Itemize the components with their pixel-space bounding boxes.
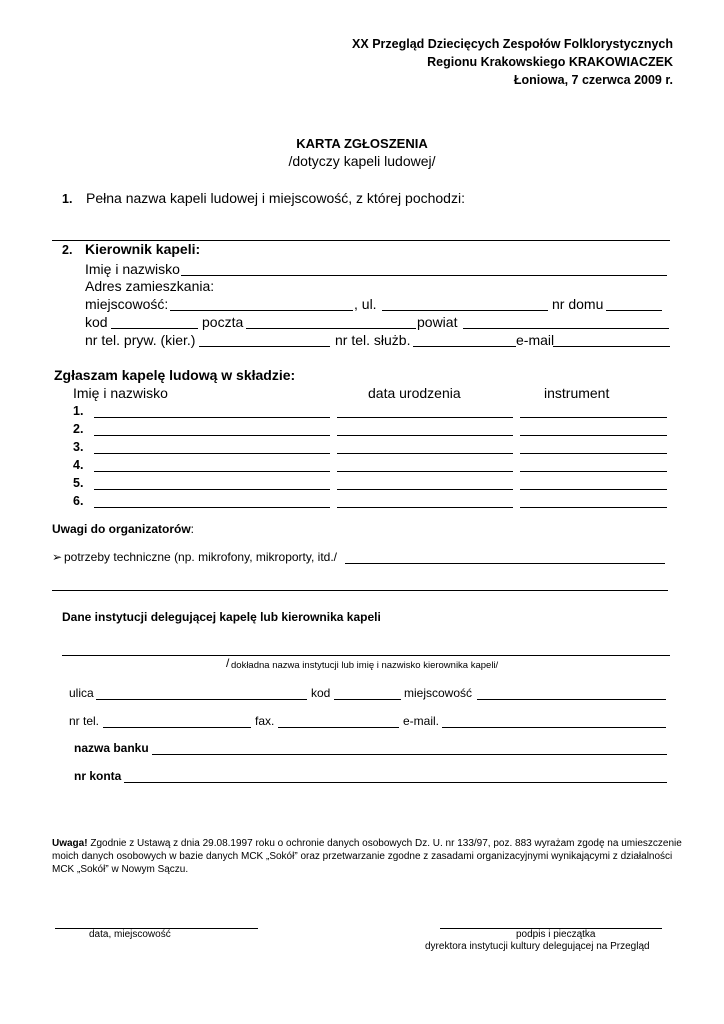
leader-name-label: Imię i nazwisko [85, 261, 180, 277]
section-1-label: Pełna nazwa kapeli ludowej i miejscowość, z której pochodzi: [86, 190, 465, 206]
col-name-header: Imię i nazwisko [73, 385, 168, 401]
account-number-label: nr konta [74, 769, 122, 783]
inst-town-label: miejscowość [404, 686, 473, 700]
col-instrument-header: instrument [544, 385, 610, 401]
notice-line-2: moich danych osobowych w bazie danych MCK „Sokół” oraz przetwarzanie zgodne z zasadami organizacyjnymi wynikającymi z działalności [52, 851, 673, 862]
institution-caption: dokładna nazwa instytucji lub imię i nazwisko kierownika kapeli/ [231, 660, 499, 671]
post-label: poczta [202, 314, 244, 330]
header-line-2: Regionu Krakowskiego KRAKOWIACZEK [427, 55, 673, 69]
col-birth-header: data urodzenia [368, 385, 461, 401]
county-label: powiat [417, 314, 458, 330]
section-2-heading: Kierownik kapeli: [85, 241, 201, 257]
member-instrument-field[interactable] [520, 417, 667, 418]
bullet-arrow-icon: ➢ [52, 550, 63, 564]
date-place-label: data, miejscowość [89, 929, 171, 940]
leader-name-field[interactable] [181, 275, 667, 276]
member-name-field[interactable] [94, 507, 330, 508]
phone-private-label: nr tel. pryw. (kier.) [85, 332, 196, 348]
account-number-field[interactable] [124, 782, 667, 783]
notice-text-1: Zgodnie z Ustawą z dnia 29.08.1997 roku o ochronie danych osobowych Dz. U. nr 133/97, poz. 883 wyrażam zgodę na umieszczenie [87, 838, 682, 849]
phone-work-field[interactable] [413, 346, 516, 347]
remarks-heading-wrap [52, 522, 194, 536]
section-1-number: 1. [62, 192, 73, 206]
street-label: , ul. [354, 296, 377, 312]
house-label: nr domu [552, 296, 604, 312]
bank-name-label: nazwa banku [74, 741, 149, 755]
remarks-heading: Uwagi do organizatorów [52, 522, 191, 536]
member-row-number: 1. [73, 404, 84, 418]
address-label: Adres zamieszkania: [85, 278, 215, 294]
technical-needs-field[interactable] [345, 563, 665, 564]
inst-fax-field[interactable] [278, 727, 399, 728]
county-field[interactable] [463, 328, 669, 329]
postcode-label: kod [85, 314, 108, 330]
institution-caption-slash: / [226, 656, 230, 670]
member-birth-field[interactable] [337, 417, 513, 418]
section-2-number: 2. [62, 243, 73, 257]
member-birth-field[interactable] [337, 507, 513, 508]
phone-private-field[interactable] [199, 346, 330, 347]
member-name-field[interactable] [94, 435, 330, 436]
member-birth-field[interactable] [337, 435, 513, 436]
inst-street-label: ulica [69, 686, 94, 700]
house-field[interactable] [606, 310, 662, 311]
signature-label: podpis i pieczątka [516, 929, 596, 940]
inst-street-field[interactable] [96, 699, 307, 700]
postcode-field[interactable] [111, 328, 198, 329]
town-field[interactable] [170, 310, 353, 311]
inst-phone-label: nr tel. [69, 714, 100, 728]
member-birth-field[interactable] [337, 453, 513, 454]
notice-bold: Uwaga! [52, 838, 88, 849]
form-title: KARTA ZGŁOSZENIA [296, 136, 428, 151]
member-row-number: 4. [73, 458, 84, 472]
member-instrument-field[interactable] [520, 453, 667, 454]
member-row-number: 6. [73, 494, 84, 508]
members-heading: Zgłaszam kapelę ludową w składzie: [54, 367, 296, 383]
bank-name-field[interactable] [152, 754, 667, 755]
member-name-field[interactable] [94, 417, 330, 418]
member-birth-field[interactable] [337, 489, 513, 490]
inst-email-field[interactable] [442, 727, 666, 728]
inst-postcode-field[interactable] [334, 699, 401, 700]
member-name-field[interactable] [94, 489, 330, 490]
inst-email-label: e-mail. [403, 714, 440, 728]
member-row-number: 3. [73, 440, 84, 454]
town-label: miejscowość: [85, 296, 169, 312]
member-instrument-field[interactable] [520, 489, 667, 490]
inst-fax-label: fax. [255, 714, 275, 728]
signature-sublabel: dyrektora instytucji kultury delegującej na Przegląd [425, 941, 650, 952]
member-instrument-field[interactable] [520, 507, 667, 508]
inst-town-field[interactable] [477, 699, 666, 700]
member-birth-field[interactable] [337, 471, 513, 472]
remarks-extra-field[interactable] [52, 590, 668, 591]
institution-heading: Dane instytucji delegującej kapelę lub kierownika kapeli [62, 610, 381, 624]
email-field[interactable] [553, 346, 670, 347]
technical-needs-label: potrzeby techniczne (np. mikrofony, mikroporty, itd./ [64, 550, 337, 564]
member-row-number: 5. [73, 476, 84, 490]
member-name-field[interactable] [94, 453, 330, 454]
member-row-number: 2. [73, 422, 84, 436]
post-field[interactable] [246, 328, 416, 329]
phone-work-label: nr tel. służb. [335, 332, 411, 348]
remarks-heading-colon: : [190, 522, 195, 536]
header-line-3: Łoniowa, 7 czerwca 2009 r. [513, 73, 673, 87]
inst-postcode-label: kod [311, 686, 331, 700]
header-line-1: XX Przegląd Dziecięcych Zespołów Folklorystycznych [352, 37, 673, 51]
notice-line-3: MCK „Sokół” w Nowym Sączu. [52, 864, 189, 875]
email-label: e-mail [516, 332, 555, 348]
member-instrument-field[interactable] [520, 435, 667, 436]
member-name-field[interactable] [94, 471, 330, 472]
member-instrument-field[interactable] [520, 471, 667, 472]
inst-phone-field[interactable] [103, 727, 251, 728]
form-subtitle: /dotyczy kapeli ludowej/ [288, 153, 436, 169]
institution-name-field[interactable] [62, 655, 670, 656]
street-field[interactable] [382, 310, 548, 311]
notice-line-1 [52, 838, 682, 849]
